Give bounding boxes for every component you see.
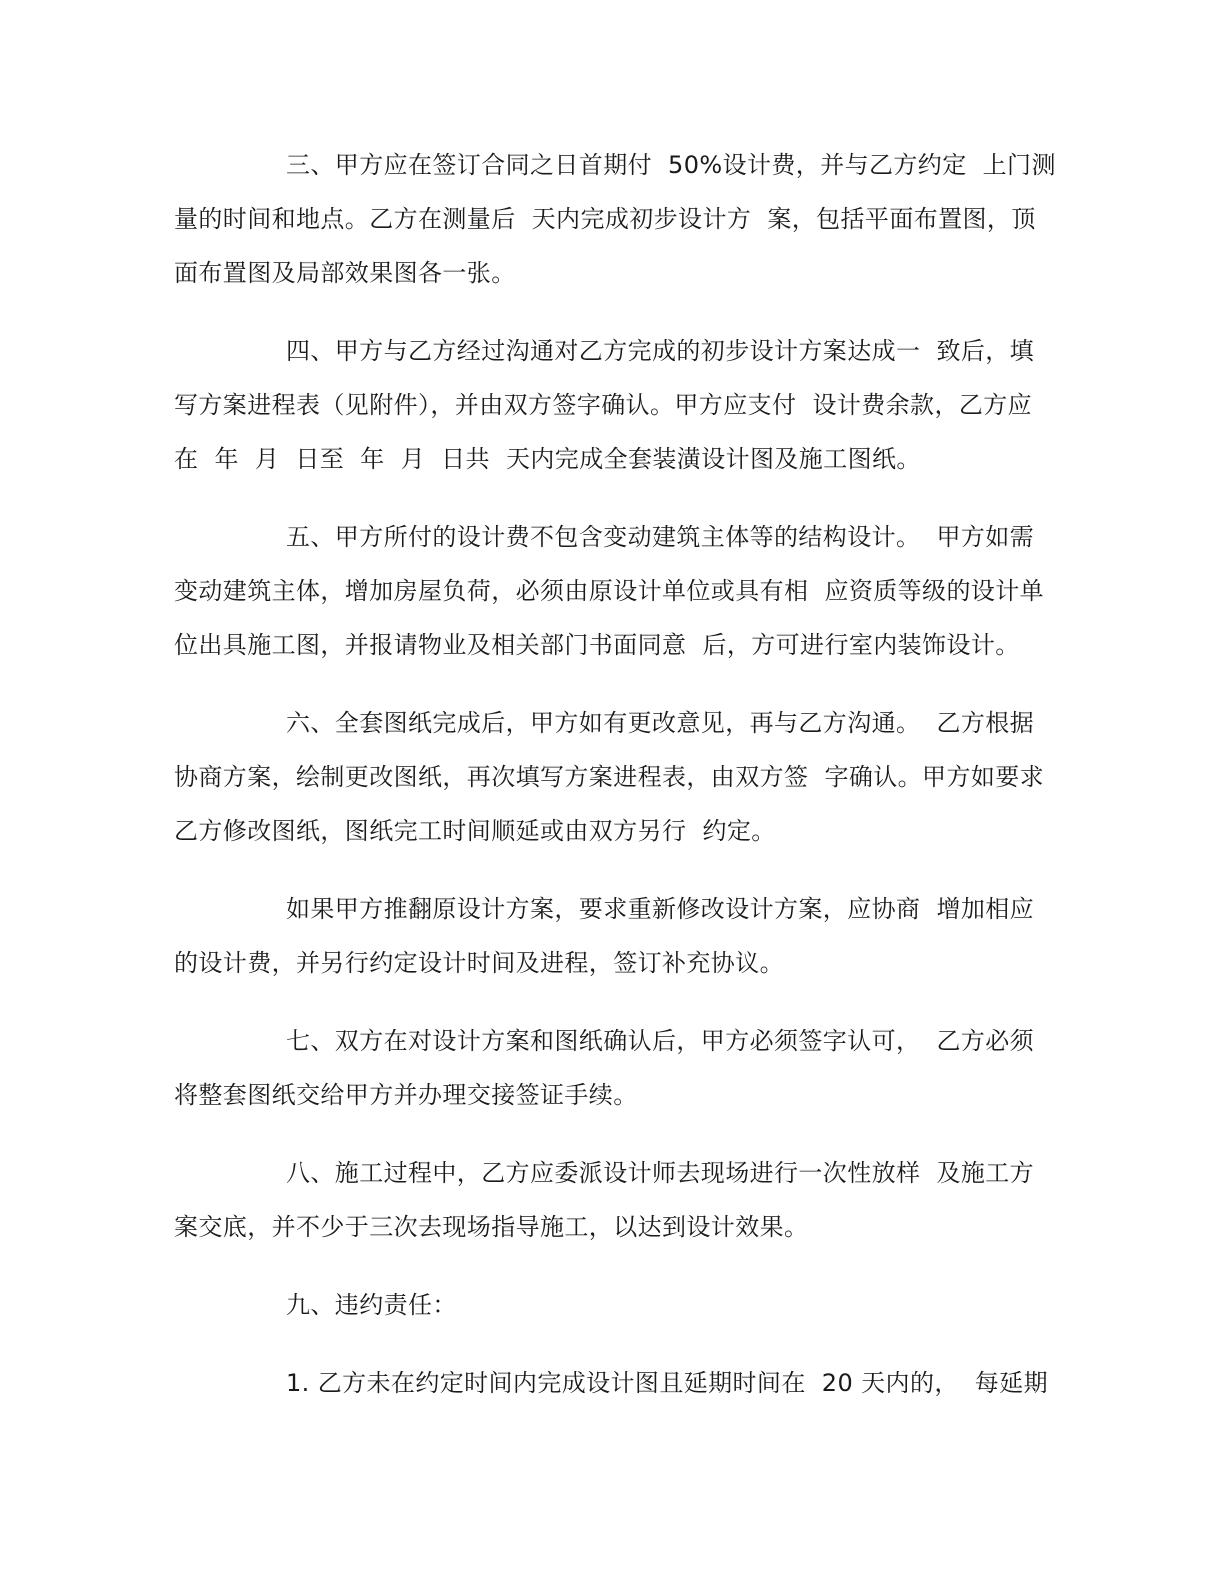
clause-4-line-3: 在 年 月 日至 年 月 日共 天内完成全套装潢设计图及施工图纸。	[174, 445, 921, 473]
clause-8-line-1: 八、施工过程中，乙方应委派设计师去现场进行一次性放样 及施工方	[286, 1159, 1035, 1187]
clause-6-supplement-line-2: 的设计费，并另行约定设计时间及进程，签订补充协议。	[174, 949, 784, 977]
clause-7-line-1: 七、双方在对设计方案和图纸确认后，甲方必须签字认可， 乙方必须	[286, 1027, 1035, 1055]
clause-6-line-2: 协商方案，绘制更改图纸，再次填写方案进程表，由双方签 字确认。甲方如要求	[174, 763, 1045, 791]
clause-4-line-2: 写方案进程表（见附件），并由双方签字确认。甲方应支付 设计费余款，乙方应	[174, 391, 1033, 419]
clause-4-line-1: 四、甲方与乙方经过沟通对乙方完成的初步设计方案达成一 致后，填	[286, 337, 1035, 365]
clause-6-supplement-line-1: 如果甲方推翻原设计方案，要求重新修改设计方案，应协商 增加相应	[286, 895, 1035, 923]
clause-5-line-3: 位出具施工图，并报请物业及相关部门书面同意 后，方可进行室内装饰设计。	[174, 631, 1020, 659]
clause-7-line-2: 将整套图纸交给甲方并办理交接签证手续。	[174, 1081, 638, 1109]
clause-5-line-2: 变动建筑主体，增加房屋负荷，必须由原设计单位或具有相 应资质等级的设计单	[174, 577, 1045, 605]
clause-5-line-1: 五、甲方所付的设计费不包含变动建筑主体等的结构设计。 甲方如需	[286, 523, 1035, 551]
clause-3-line-2: 量的时间和地点。乙方在测量后 天内完成初步设计方 案，包括平面布置图，顶	[174, 205, 1036, 233]
clause-9-heading: 九、违约责任：	[286, 1291, 457, 1319]
clause-9-1-line-1: 1. 乙方未在约定时间内完成设计图且延期时间在 20 天内的， 每延期	[286, 1369, 1049, 1397]
clause-3-line-1: 三、甲方应在签订合同之日首期付 50%设计费，并与乙方约定 上门测	[286, 151, 1056, 179]
clause-8-line-2: 案交底，并不少于三次去现场指导施工，以达到设计效果。	[174, 1213, 809, 1241]
clause-6-line-1: 六、全套图纸完成后，甲方如有更改意见，再与乙方沟通。 乙方根据	[286, 709, 1035, 737]
clause-6-line-3: 乙方修改图纸，图纸完工时间顺延或由双方另行 约定。	[174, 817, 776, 845]
clause-3-line-3: 面布置图及局部效果图各一张。	[174, 259, 516, 287]
